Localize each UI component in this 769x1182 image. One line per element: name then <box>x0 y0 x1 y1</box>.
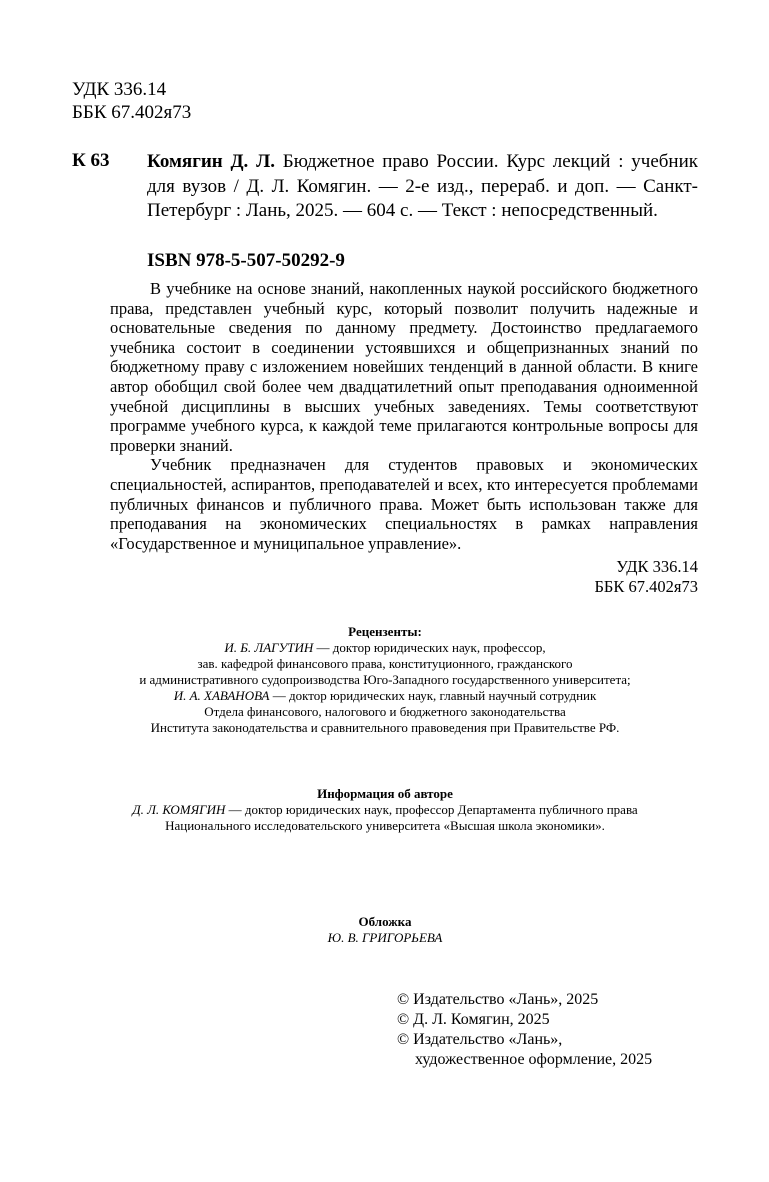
abstract <box>110 279 698 553</box>
cover-heading: Обложка <box>358 914 412 929</box>
reviewer-1 <box>60 640 710 656</box>
author-info-line <box>60 802 710 818</box>
bbk-code: ББК 67.402я73 <box>72 102 192 123</box>
bbk-code: ББК 67.402я73 <box>594 576 698 596</box>
author-info-section <box>60 786 710 834</box>
bibliographic-description: Бюджетное право России. Курс лекций : учебник для вузов / Д. Л. Комягин. — 2-е изд., перераб. и доп. — Санкт-Петербург : Лань, 2025. — 604 с. — Текст : непосредственный. <box>147 151 698 221</box>
copyright-block <box>397 990 652 1070</box>
udk-code: УДК 336.14 <box>616 557 698 576</box>
reviewer-1-name: И. Б. ЛАГУТИН <box>224 640 314 655</box>
abstract-paragraph: В учебнике на основе знаний, накопленных наукой российского бюджетного права, представлен учебный курс, который позволит получить надежные и основательные сведения по данному предмету. Достоинство предлагаемого учебника состоит в соединении устоявшихся и общепризнанных знаний по бюджетному праву с изложением новейших тенденций в данной области. В книге автор обобщил свой более чем двадцатилетний опыт преподавания одноименной учебной дисциплины в высших учебных заведениях. Темы соответствуют программе учебного курса, к каждой теме прилагаются контрольные вопросы для проверки знаний. <box>110 279 698 455</box>
isbn: ISBN 978-5-507-50292-9 <box>147 250 345 271</box>
copyright-line: © Издательство «Лань», 2025 <box>397 991 599 1008</box>
bibliographic-record <box>147 150 698 224</box>
reviewer-2 <box>60 688 710 704</box>
copyright-line: © Издательство «Лань», <box>397 1031 563 1048</box>
author-info-title: — доктор юридических наук, профессор Департамента публичного права <box>225 802 638 817</box>
copyright-line: художественное оформление, 2025 <box>415 1051 653 1068</box>
udk-code: УДК 336.14 <box>72 79 167 100</box>
reviewer-1-title: — доктор юридических наук, профессор, <box>313 640 546 655</box>
copyright-line: © Д. Л. Комягин, 2025 <box>397 1011 550 1028</box>
author-name: Комягин Д. Л. <box>147 151 275 172</box>
catalog-code: К 63 <box>72 150 110 171</box>
author-info-name: Д. Л. КОМЯГИН <box>132 802 226 817</box>
cover-designer: Ю. В. ГРИГОРЬЕВА <box>327 930 443 945</box>
reviewer-2-department: Отдела финансового, налогового и бюджетного законодательства <box>204 704 566 719</box>
reviewers-section <box>60 624 710 736</box>
reviewer-1-position: зав. кафедрой финансового права, конституционного, гражданского <box>197 656 573 671</box>
classification-top <box>72 78 191 124</box>
abstract-paragraph: Учебник предназначен для студентов правовых и экономических специальностей, аспирантов, преподавателей и всех, кто интересуется проблемами публичных финансов и публичного права. Может быть использован также для преподавания на экономических специальностях в рамках направления «Государственное и муниципальное управление». <box>110 455 698 553</box>
reviewer-2-affiliation: Института законодательства и сравнительного правоведения при Правительстве РФ. <box>150 720 620 735</box>
author-info-heading: Информация об авторе <box>317 786 453 801</box>
cover-section <box>60 914 710 946</box>
reviewers-heading: Рецензенты: <box>348 624 422 639</box>
author-info-affiliation: Национального исследовательского университета «Высшая школа экономики». <box>165 818 605 833</box>
reviewer-2-title: — доктор юридических наук, главный научный сотрудник <box>269 688 597 703</box>
reviewer-1-affiliation: и административного судопроизводства Юго-Западного государственного университета; <box>139 672 631 687</box>
classification-bottom <box>560 557 698 596</box>
reviewer-2-name: И. А. ХАВАНОВА <box>173 688 270 703</box>
